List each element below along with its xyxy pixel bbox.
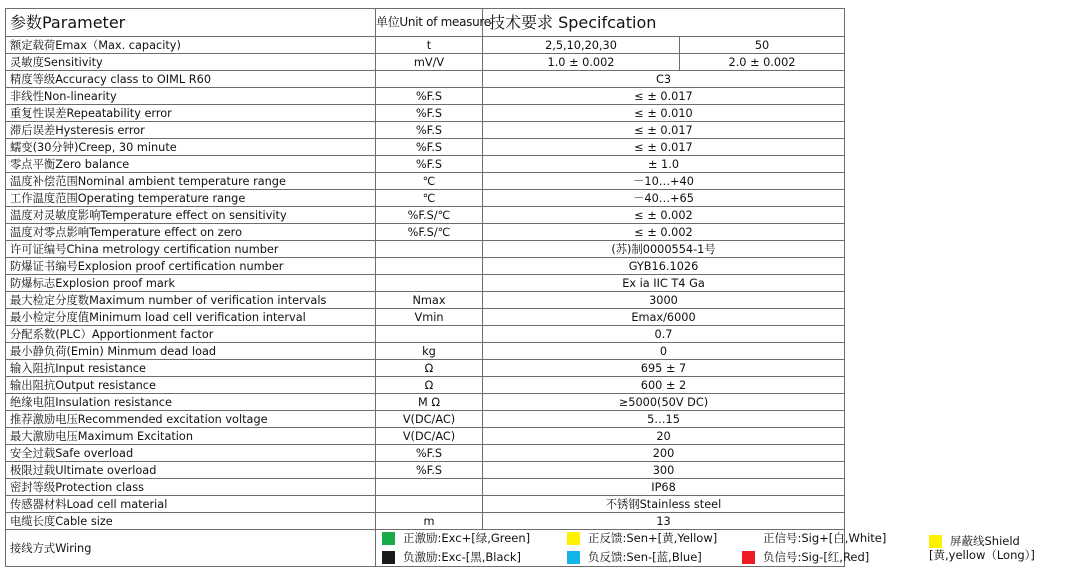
spec-value-1: 2,5,10,20,30: [483, 37, 680, 54]
unit-cell: t: [376, 37, 483, 54]
spec-value: 695 ± 7: [483, 360, 845, 377]
table-row: [6, 428, 845, 445]
unit-cell: ℃: [376, 190, 483, 207]
parameter-name: 输入阻抗Input resistance: [6, 360, 376, 377]
parameter-name: 温度补偿范围Nominal ambient temperature range: [6, 173, 376, 190]
unit-cell: V(DC/AC): [376, 411, 483, 428]
spec-value: 不锈钢Stainless steel: [483, 496, 845, 513]
wire-item: [742, 530, 929, 547]
spec-value-1: 1.0 ± 0.002: [483, 54, 680, 71]
spec-value: 300: [483, 462, 845, 479]
table-row: [6, 241, 845, 258]
parameter-name: 重复性误差Repeatability error: [6, 105, 376, 122]
unit-cell: %F.S: [376, 445, 483, 462]
spec-sheet: [5, 8, 1035, 567]
shield-color-note: [黄,yellow（Long）]: [929, 548, 1035, 562]
parameter-name: 工作温度范围Operating temperature range: [6, 190, 376, 207]
spec-value: 3000: [483, 292, 845, 309]
unit-cell: ℃: [376, 173, 483, 190]
table-row: [6, 377, 845, 394]
table-row: [6, 105, 845, 122]
parameter-name: 蠕变(30分钟)Creep, 30 minute: [6, 139, 376, 156]
table-row: [6, 479, 845, 496]
wire-label: 正反馈:Sen+[黄,Yellow]: [588, 531, 718, 545]
spec-value: ≤ ± 0.017: [483, 139, 845, 156]
spec-value: ≥5000(50V DC): [483, 394, 845, 411]
parameter-name: 非线性Non-linearity: [6, 88, 376, 105]
spec-value: 0.7: [483, 326, 845, 343]
parameter-name: 防爆标志Explosion proof mark: [6, 275, 376, 292]
yellow-square-icon: [929, 535, 942, 548]
unit-cell: mV/V: [376, 54, 483, 71]
wire-label: 正激励:Exc+[绿,Green]: [403, 531, 531, 545]
table-row: [6, 258, 845, 275]
parameter-name: 零点平衡Zero balance: [6, 156, 376, 173]
blue-square-icon: [567, 551, 580, 564]
wire-label: 负激励:Exc-[黑,Black]: [403, 550, 521, 564]
wire-label: 负信号:Sig-[红,Red]: [763, 550, 870, 564]
parameter-name: 额定载荷Emax（Max. capacity): [6, 37, 376, 54]
unit-cell: [376, 496, 483, 513]
shield-line-1: [929, 534, 1089, 548]
spec-value: ≤ ± 0.017: [483, 122, 845, 139]
unit-cell: kg: [376, 343, 483, 360]
wiring-legend: [376, 530, 1035, 567]
parameter-name: 温度对灵敏度影响Temperature effect on sensitivity: [6, 207, 376, 224]
table-row: [6, 207, 845, 224]
wire-item: [382, 549, 567, 566]
spec-value: －40…+65: [483, 190, 845, 207]
table-row: [6, 122, 845, 139]
unit-cell: %F.S/℃: [376, 207, 483, 224]
spec-value: ± 1.0: [483, 156, 845, 173]
parameter-name: 密封等级Protection class: [6, 479, 376, 496]
spec-value-2: 2.0 ± 0.002: [680, 54, 845, 71]
spec-value: 13: [483, 513, 845, 530]
wire-item: [567, 530, 742, 547]
table-row: [6, 275, 845, 292]
unit-cell: Ω: [376, 360, 483, 377]
spec-value: Ex ia IIC T4 Ga: [483, 275, 845, 292]
black-square-icon: [382, 551, 395, 564]
unit-cell: %F.S: [376, 88, 483, 105]
table-row: [6, 513, 845, 530]
red-square-icon: [742, 551, 755, 564]
header-unit: 单位Unit of measure: [376, 9, 483, 37]
spec-value: 5…15: [483, 411, 845, 428]
spec-value: ≤ ± 0.010: [483, 105, 845, 122]
unit-cell: %F.S/℃: [376, 224, 483, 241]
spec-value: ≤ ± 0.002: [483, 224, 845, 241]
wire-item: [382, 530, 567, 547]
unit-cell: %F.S: [376, 122, 483, 139]
unit-cell: M Ω: [376, 394, 483, 411]
table-row: [6, 190, 845, 207]
parameter-name: 推荐激励电压Recommended excitation voltage: [6, 411, 376, 428]
spec-value: IP68: [483, 479, 845, 496]
parameter-name: 精度等级Accuracy class to OIML R60: [6, 71, 376, 88]
header-spec: 技术要求 Specifcation: [483, 9, 845, 37]
spec-value: Emax/6000: [483, 309, 845, 326]
table-row: [6, 156, 845, 173]
table-row: [6, 71, 845, 88]
spec-value-2: 50: [680, 37, 845, 54]
parameter-name: 防爆证书编号Explosion proof certification number: [6, 258, 376, 275]
table-row: [6, 462, 845, 479]
table-row: [6, 496, 845, 513]
header-parameter: 参数Parameter: [6, 9, 376, 37]
wiring-label: 接线方式Wiring: [6, 530, 376, 567]
table-row: [6, 139, 845, 156]
unit-cell: V(DC/AC): [376, 428, 483, 445]
wire-label: 正信号:Sig+[白,White]: [763, 531, 887, 545]
parameter-name: 最小检定分度值Minimum load cell verification interval: [6, 309, 376, 326]
wire-label: 负反馈:Sen-[蓝,Blue]: [588, 550, 702, 564]
spec-value: ≤ ± 0.002: [483, 207, 845, 224]
table-row: [6, 343, 845, 360]
unit-cell: m: [376, 513, 483, 530]
wire-item: [567, 549, 742, 566]
table-row: [6, 37, 845, 54]
table-row: [6, 394, 845, 411]
spec-value: GYB16.1026: [483, 258, 845, 275]
spec-value: (苏)制0000554-1号: [483, 241, 845, 258]
spec-value: 200: [483, 445, 845, 462]
wire-item: [742, 549, 929, 566]
parameter-name: 温度对零点影响Temperature effect on zero: [6, 224, 376, 241]
spec-value: －10…+40: [483, 173, 845, 190]
table-row: [6, 360, 845, 377]
parameter-name: 灵敏度Sensitivity: [6, 54, 376, 71]
unit-cell: [376, 258, 483, 275]
unit-cell: %F.S: [376, 139, 483, 156]
parameter-name: 最小静负荷(Emin) Minmum dead load: [6, 343, 376, 360]
wiring-grid: [376, 530, 1035, 566]
unit-cell: [376, 479, 483, 496]
header-row: [6, 9, 845, 37]
parameter-name: 电缆长度Cable size: [6, 513, 376, 530]
parameter-name: 滞后误差Hysteresis error: [6, 122, 376, 139]
shield-label: 屏蔽线Shield: [950, 534, 1020, 548]
parameter-name: 安全过载Safe overload: [6, 445, 376, 462]
unit-cell: Nmax: [376, 292, 483, 309]
spec-value: 600 ± 2: [483, 377, 845, 394]
shield-item: [929, 534, 1089, 562]
parameter-name: 分配系数(PLC）Apportionment factor: [6, 326, 376, 343]
table-row: [6, 173, 845, 190]
unit-cell: [376, 71, 483, 88]
parameter-name: 输出阻抗Output resistance: [6, 377, 376, 394]
green-square-icon: [382, 532, 395, 545]
table-row: [6, 445, 845, 462]
table-row: [6, 292, 845, 309]
unit-cell: %F.S: [376, 462, 483, 479]
table-row: [6, 411, 845, 428]
unit-cell: %F.S: [376, 156, 483, 173]
spec-value: 0: [483, 343, 845, 360]
white-square-icon: [742, 532, 755, 545]
parameter-name: 传感器材料Load cell material: [6, 496, 376, 513]
unit-cell: Ω: [376, 377, 483, 394]
table-row: [6, 309, 845, 326]
parameter-name: 许可证编号China metrology certification number: [6, 241, 376, 258]
unit-cell: Vmin: [376, 309, 483, 326]
table-row: [6, 54, 845, 71]
unit-cell: [376, 275, 483, 292]
unit-cell: %F.S: [376, 105, 483, 122]
parameter-name: 极限过载Ultimate overload: [6, 462, 376, 479]
table-row: [6, 88, 845, 105]
table-row: [6, 224, 845, 241]
unit-cell: [376, 326, 483, 343]
parameter-name: 绝缘电阻Insulation resistance: [6, 394, 376, 411]
spec-value: ≤ ± 0.017: [483, 88, 845, 105]
yellow-square-icon: [567, 532, 580, 545]
wiring-row: [6, 530, 845, 567]
table-row: [6, 326, 845, 343]
parameter-name: 最大检定分度数Maximum number of verification intervals: [6, 292, 376, 309]
spec-value: C3: [483, 71, 845, 88]
unit-cell: [376, 241, 483, 258]
spec-table: [5, 8, 1035, 567]
spec-value: 20: [483, 428, 845, 445]
parameter-name: 最大激励电压Maximum Excitation: [6, 428, 376, 445]
